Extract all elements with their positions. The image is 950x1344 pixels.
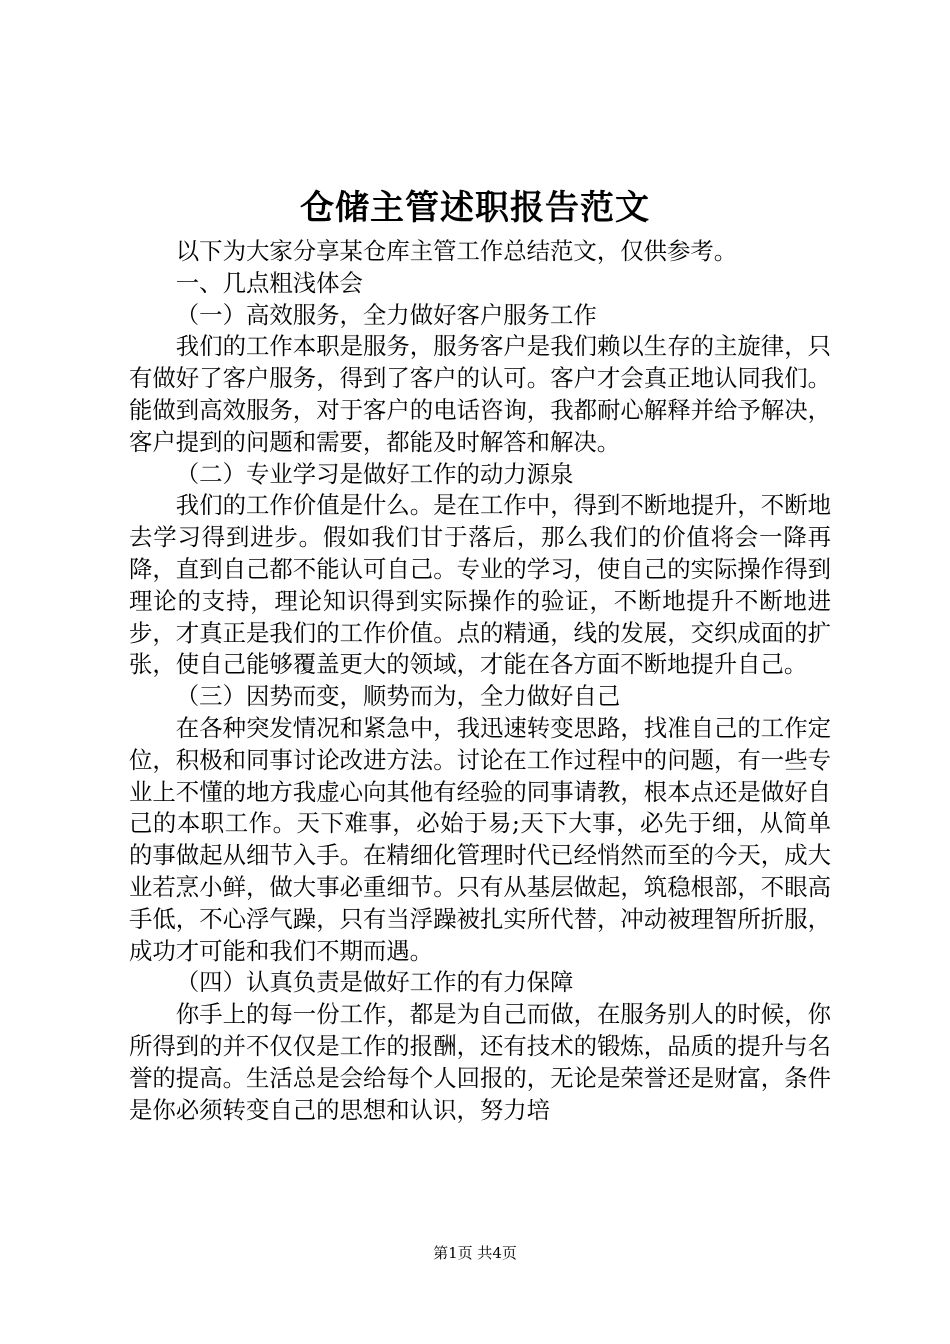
paragraph-intro: 以下为大家分享某仓库主管工作总结范文，仅供参考。: [175, 237, 738, 265]
paragraph: 你手上的每一份工作，都是为自己而做，在服务别人的时候，你所得到的并不仅仅是工作的报酬，还有技术的锻炼，品质的提升与名誉的提高。生活总是会给每个人回报的，无论是荣誉还是财富，条件是你必须转变自己的思想和认识，努力培: [129, 1000, 831, 1124]
subsection-heading-4: （四）认真负责是做好工作的有力保障: [175, 968, 574, 997]
page-number-footer: 第1页 共4页: [433, 1244, 517, 1262]
paragraph: 我们的工作本职是服务，服务客户是我们赖以生存的主旋律，只有做好了客户服务，得到了客户的认可。客户才会真正地认同我们。能做到高效服务，对于客户的电话咨询，我都耐心解释并给予解决，客户提到的问题和需要，都能及时解答和解决。: [129, 332, 831, 456]
section-heading-1: 一、几点粗浅体会: [175, 268, 363, 297]
subsection-heading-2: （二）专业学习是做好工作的动力源泉: [175, 459, 574, 488]
subsection-heading-1: （一）高效服务，全力做好客户服务工作: [175, 300, 597, 329]
document-body: [129, 236, 831, 1126]
document-title: 仓储主管述职报告范文: [300, 188, 650, 228]
paragraph: 我们的工作价值是什么。是在工作中，得到不断地提升，不断地去学习得到进步。假如我们甘于落后，那么我们的价值将会一降再降，直到自己都不能认可自己。专业的学习，使自己的实际操作得到理论的支持，理论知识得到实际操作的验证，不断地提升不断地进步，才真正是我们的工作价值。点的精通，线的发展，交织成面的扩张，使自己能够覆盖更大的领域，才能在各方面不断地提升自己。: [129, 491, 831, 679]
subsection-heading-3: （三）因势而变，顺势而为，全力做好自己: [175, 682, 621, 711]
paragraph: 在各种突发情况和紧急中，我迅速转变思路，找准自己的工作定位，积极和同事讨论改进方法。讨论在工作过程中的问题，有一些专业上不懂的地方我虚心向其他有经验的同事请教，根本点还是做好自己的本职工作。天下难事，必始于易;天下大事，必先于细，从简单的事做起从细节入手。在精细化管理时代已经悄然而至的今天，成大业若烹小鲜，做大事必重细节。只有从基层做起，筑稳根部，不眼高手低，不心浮气躁，只有当浮躁被扎实所代替，冲动被理智所折服，成功才可能和我们不期而遇。: [129, 713, 831, 965]
